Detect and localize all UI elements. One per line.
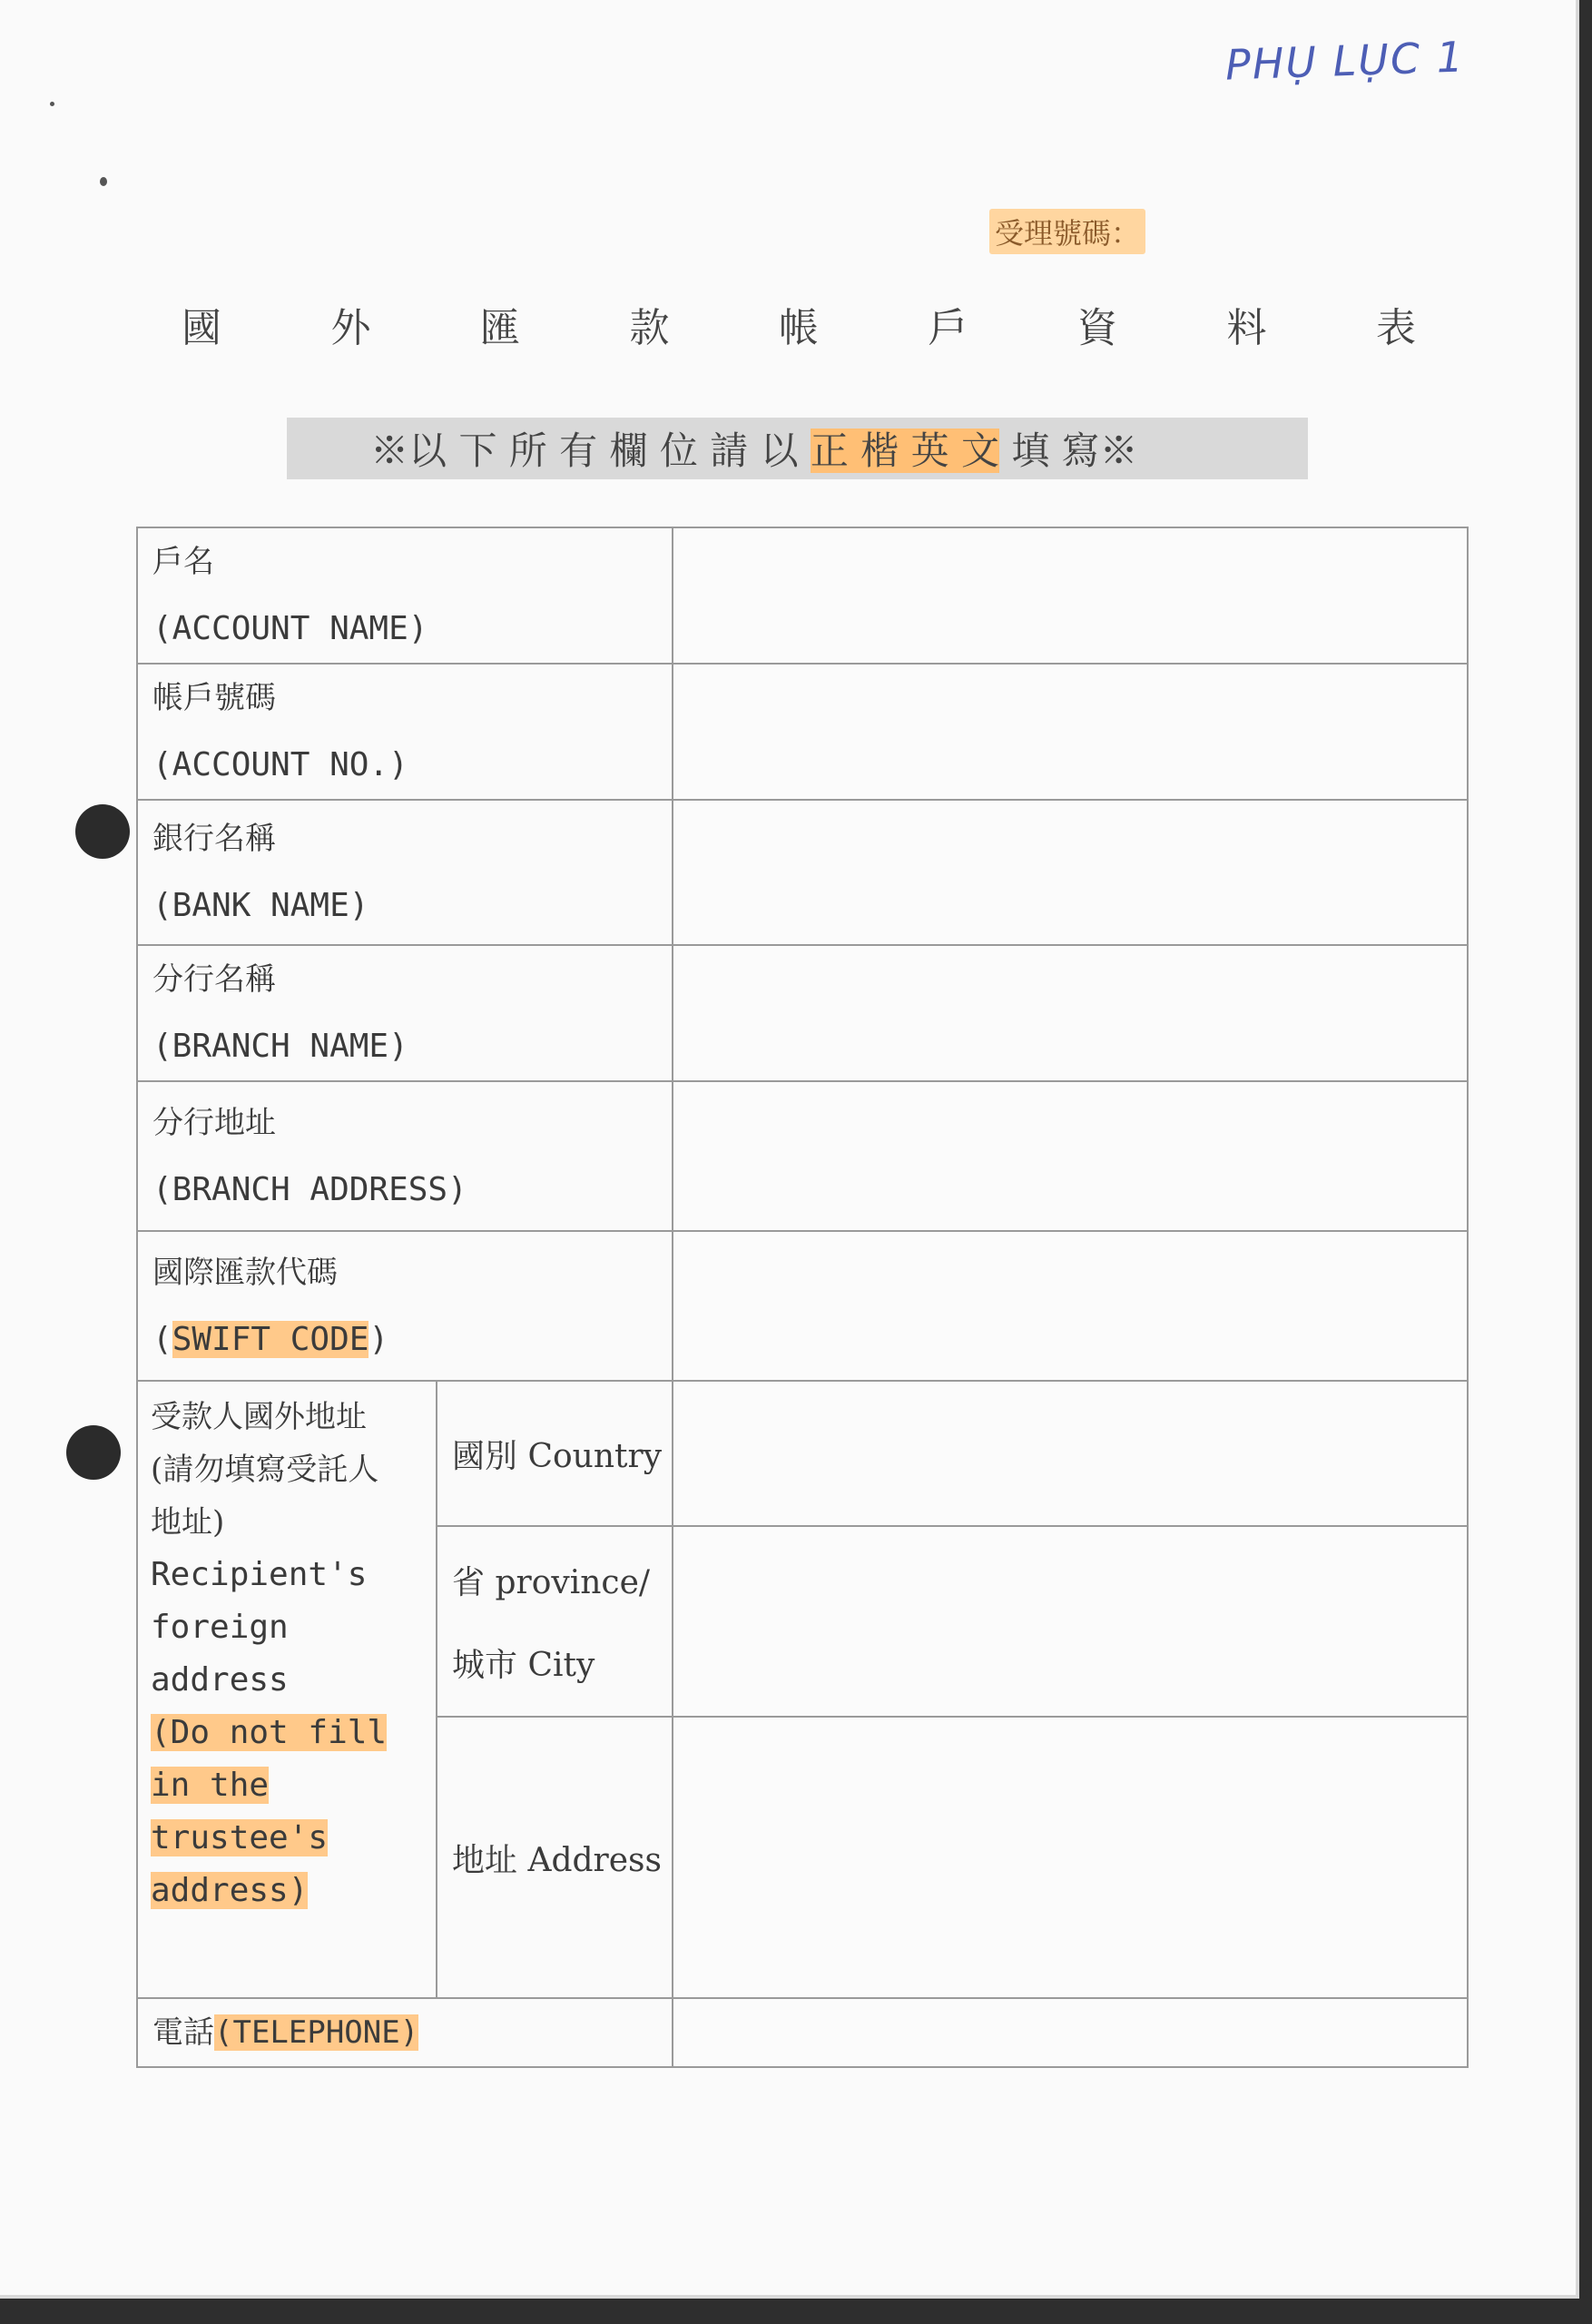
fill-in-notice — [287, 418, 1308, 479]
telephone-field[interactable] — [673, 1998, 1468, 2067]
punch-hole — [75, 804, 130, 859]
address-label — [437, 1717, 673, 1998]
title-char: 表 — [1376, 305, 1416, 351]
notice-prefix: ※以 下 所 有 欄 位 請 以 — [370, 428, 811, 473]
recipient-zh-line: (請勿填寫受託人 — [151, 1452, 379, 1488]
telephone-en-highlight: (TELEPHONE) — [214, 2014, 419, 2051]
table-row — [137, 800, 1468, 945]
row-label — [137, 800, 673, 945]
account-info-table — [136, 527, 1469, 2068]
branch-address-field[interactable] — [673, 1081, 1468, 1231]
title-char: 匯 — [480, 305, 520, 351]
row-label-zh: 帳戶號碼 — [152, 680, 276, 716]
notice-highlight: 正 楷 英 文 — [810, 428, 999, 473]
row-label-zh: 國際匯款代碼 — [152, 1254, 338, 1291]
document-title — [182, 295, 1416, 353]
row-label-zh: 戶名 — [152, 544, 214, 580]
handwritten-annotation: PHỤ LỤC 1 — [1224, 32, 1466, 90]
recipient-zh-line: 地址) — [151, 1504, 225, 1541]
title-char: 外 — [330, 305, 371, 351]
row-label — [137, 527, 673, 664]
paren-close: ) — [369, 1320, 389, 1358]
address-field[interactable] — [673, 1717, 1468, 1998]
table-row — [137, 1998, 1468, 2067]
row-label-zh: 分行名稱 — [152, 961, 276, 998]
row-label-en: (ACCOUNT NAME) — [152, 610, 428, 647]
title-char: 帳 — [779, 305, 819, 351]
table-row — [137, 1381, 1468, 1526]
table-row — [137, 1081, 1468, 1231]
punch-hole — [66, 1425, 121, 1480]
title-char: 資 — [1077, 305, 1117, 351]
account-number-field[interactable] — [673, 664, 1468, 800]
swift-code-field[interactable] — [673, 1231, 1468, 1381]
paper-speck — [100, 177, 107, 186]
row-label-zh: 分行地址 — [152, 1104, 276, 1141]
telephone-label — [137, 1998, 673, 2067]
row-label — [137, 1231, 673, 1381]
table-row — [137, 664, 1468, 800]
row-label-en: (BRANCH ADDRESS) — [152, 1170, 467, 1208]
row-label-en: (ACCOUNT NO.) — [152, 746, 408, 783]
telephone-zh: 電話 — [152, 2014, 214, 2051]
country-field[interactable] — [673, 1381, 1468, 1526]
row-label-zh: 銀行名稱 — [152, 821, 276, 857]
row-label-en: (BRANCH NAME) — [152, 1028, 408, 1065]
title-char: 戶 — [928, 305, 968, 351]
row-label — [137, 664, 673, 800]
paper-speck — [50, 102, 54, 106]
table-row — [137, 527, 1468, 664]
recipient-zh-line: 受款人國外地址 — [151, 1399, 367, 1435]
recipient-en-line: Recipient's — [151, 1556, 368, 1593]
country-label — [437, 1381, 673, 1526]
recipient-warning-wrap — [151, 1707, 427, 1917]
recipient-en-line: foreign address — [151, 1609, 289, 1699]
table-row — [137, 945, 1468, 1081]
city-label-text: 城市 City — [452, 1647, 595, 1684]
title-char: 料 — [1226, 305, 1267, 351]
province-city-label — [437, 1526, 673, 1717]
bank-name-field[interactable] — [673, 800, 1468, 945]
province-city-field[interactable] — [673, 1526, 1468, 1717]
row-label — [137, 945, 673, 1081]
branch-name-field[interactable] — [673, 945, 1468, 1081]
row-label-en: (BANK NAME) — [152, 887, 369, 924]
address-label-text: 地址 Address — [452, 1841, 662, 1879]
recipient-address-label — [137, 1381, 437, 1998]
country-label-text: 國別 Country — [452, 1437, 663, 1475]
row-label-en — [152, 1306, 672, 1374]
account-name-field[interactable] — [673, 527, 1468, 664]
row-label — [137, 1081, 673, 1231]
title-char: 國 — [182, 305, 221, 351]
table-row — [137, 1231, 1468, 1381]
paren-open: ( — [152, 1320, 172, 1358]
province-label-text: 省 province/ — [452, 1564, 651, 1601]
recipient-warning: (Do not fill in the trustee's address) — [151, 1714, 388, 1909]
swift-code-highlight: SWIFT CODE — [172, 1320, 369, 1358]
acceptance-number-label: 受理號碼： — [989, 209, 1145, 254]
title-char: 款 — [629, 305, 670, 351]
notice-suffix: 填 寫※ — [998, 428, 1138, 473]
